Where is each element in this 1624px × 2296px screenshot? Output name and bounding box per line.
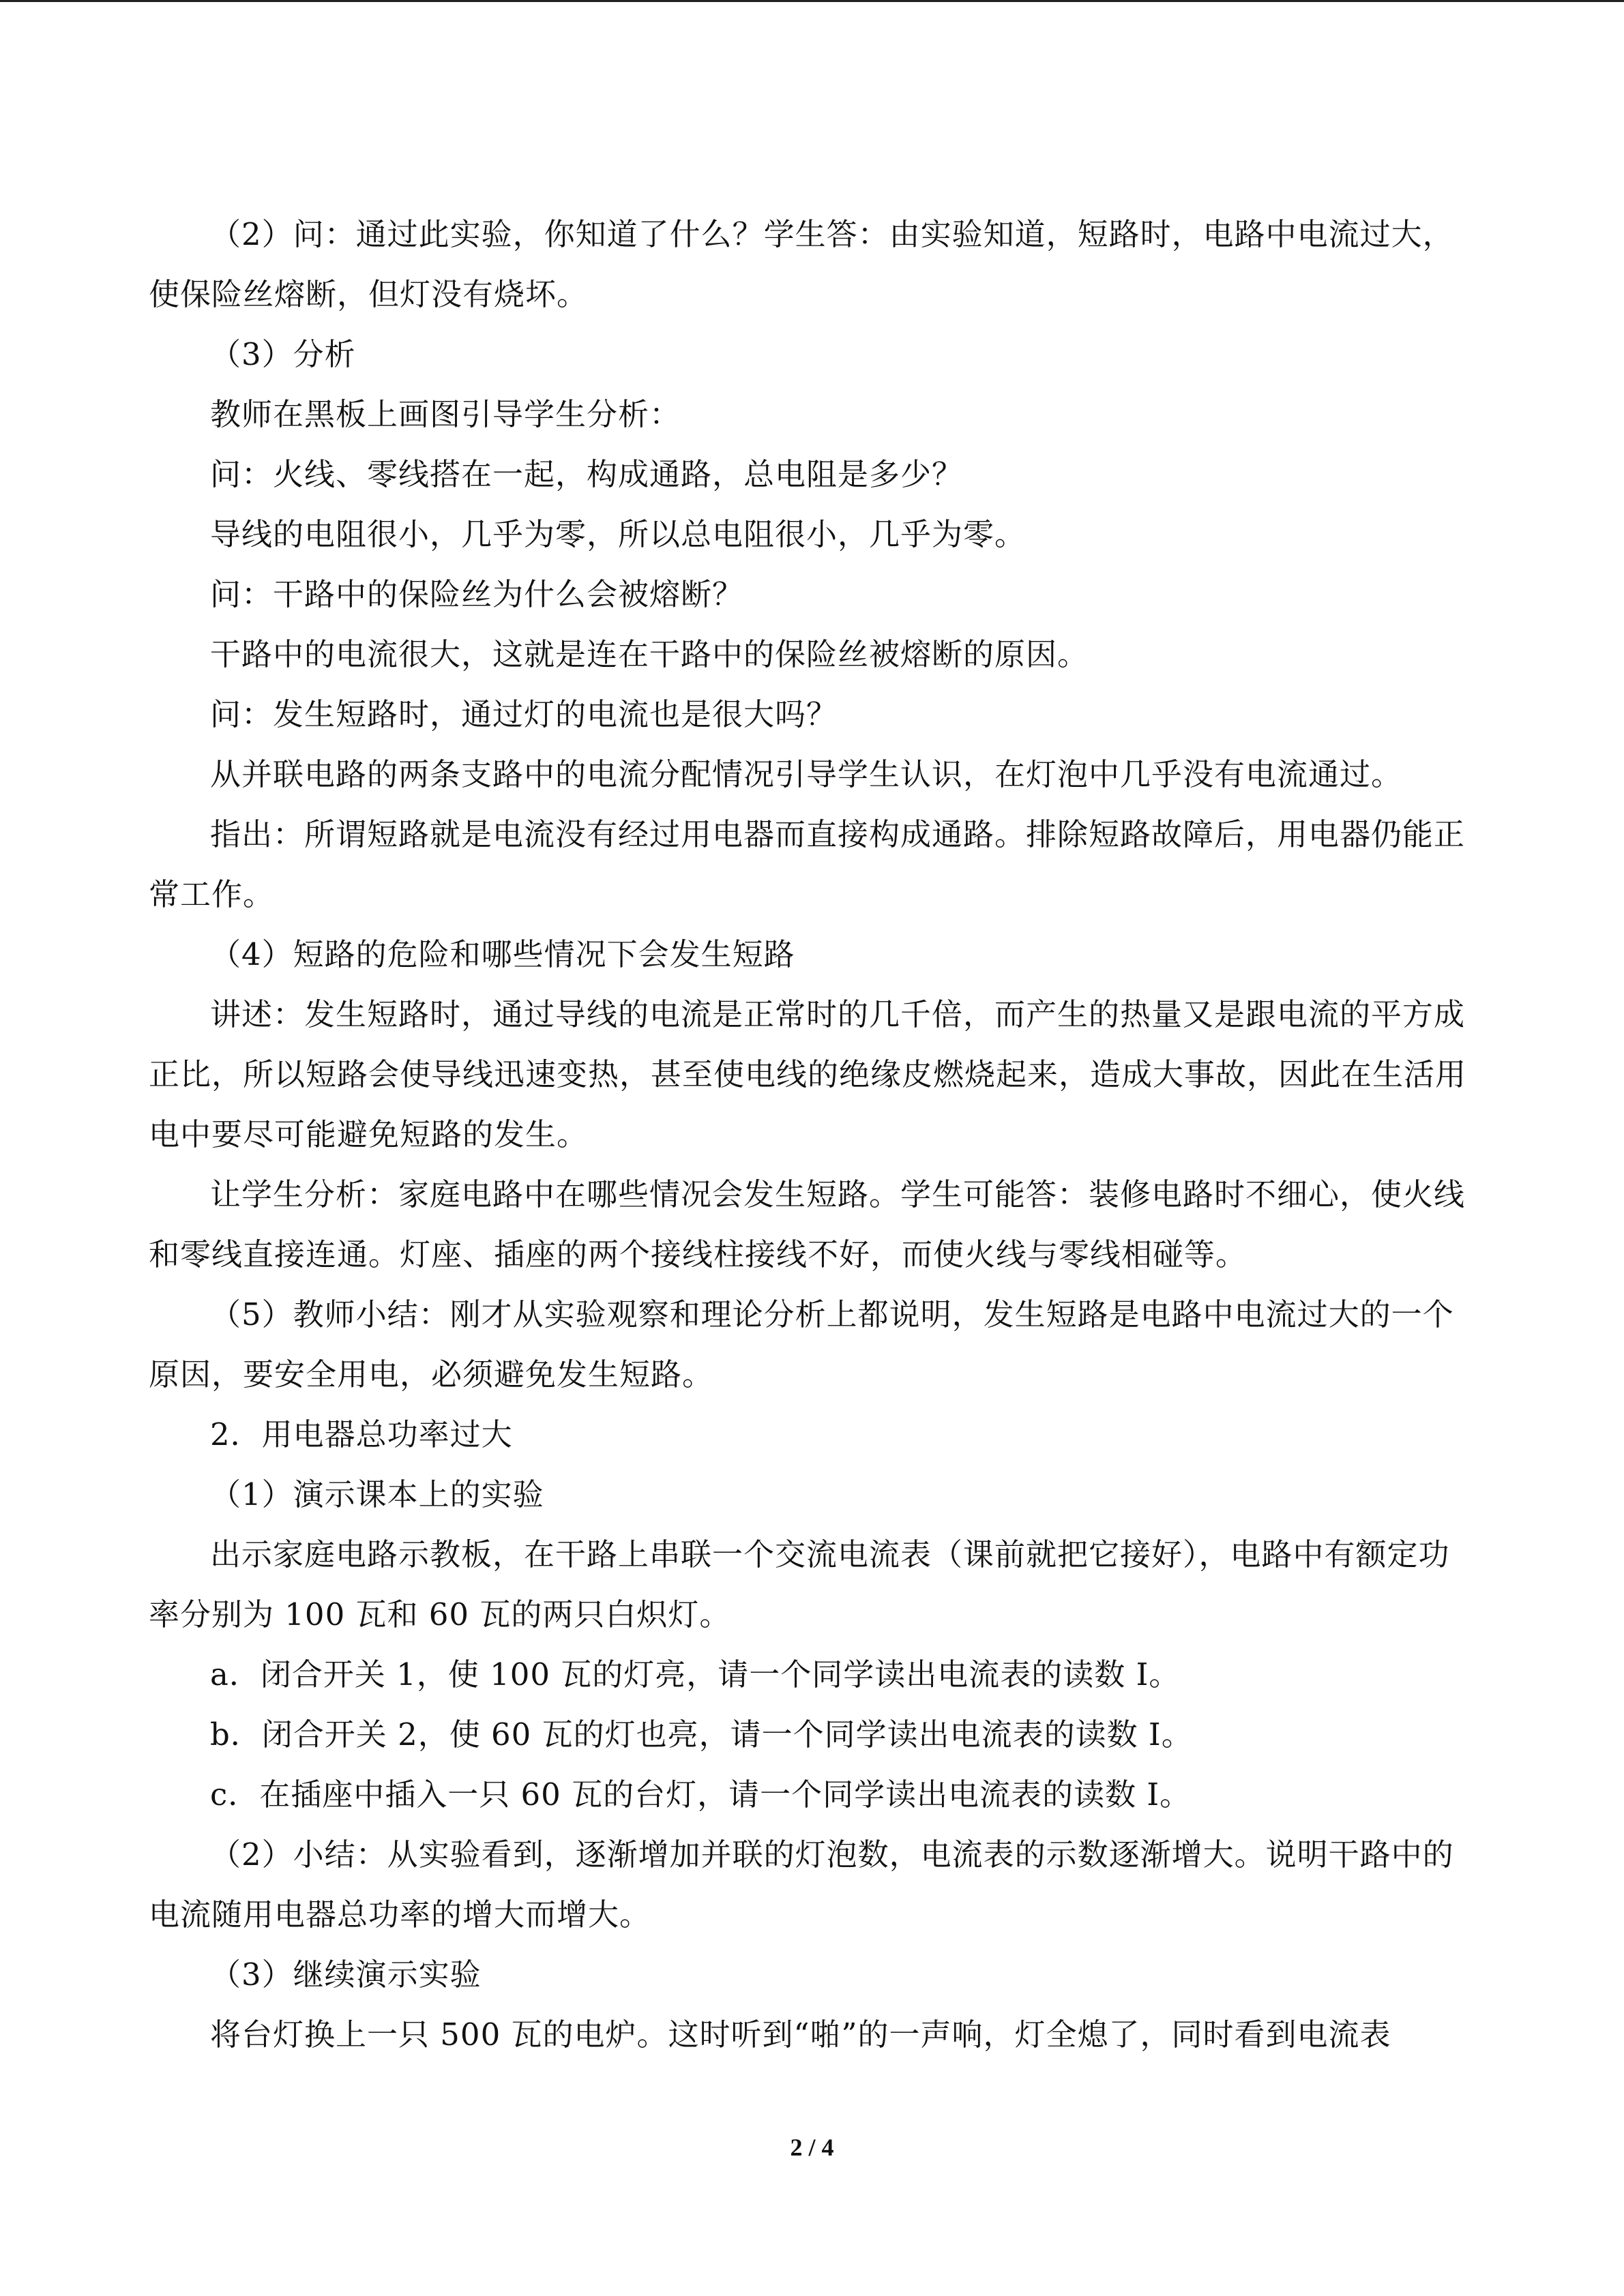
paragraph: （3）继续演示实验: [210, 1956, 482, 1993]
page-number: 2 / 4: [790, 2134, 834, 2161]
paragraph: 教师在黑板上画图引导学生分析：: [210, 396, 681, 432]
document-body: [149, 205, 1475, 2065]
paragraph: （5）教师小结：刚才从实验观察和理论分析上都说明，发生短路是电路中电流过大的一个原因，要安全用电，必须避免发生短路。: [149, 1296, 1454, 1392]
list-item: b．闭合开关 2，使 60 瓦的灯也亮，请一个同学读出电流表的读数 I。: [210, 1716, 1193, 1753]
list-item: a．闭合开关 1，使 100 瓦的灯亮，请一个同学读出电流表的读数 I。: [210, 1656, 1181, 1693]
paragraph: （2）问：通过此实验，你知道了什么？学生答：由实验知道，短路时，电路中电流过大，使保险丝熔断，但灯没有烧坏。: [149, 216, 1454, 312]
paragraph: 讲述：发生短路时，通过导线的电流是正常时的几千倍，而产生的热量又是跟电流的平方成正比，所以短路会使导线迅速变热，甚至使电线的绝缘皮燃烧起来，造成大事故，因此在生活用电中要尽可能避免短路的发生。: [149, 996, 1467, 1152]
paragraph: 问：干路中的保险丝为什么会被熔断？: [210, 576, 744, 612]
top-border-line: [0, 0, 1624, 2]
paragraph: 问：火线、零线搭在一起，构成通路，总电阻是多少？: [210, 456, 964, 492]
paragraph: 问：发生短路时，通过灯的电流也是很大吗？: [210, 696, 838, 732]
paragraph: （2）小结：从实验看到，逐渐增加并联的灯泡数，电流表的示数逐渐增大。说明干路中的电流随用电器总功率的增大而增大。: [149, 1836, 1454, 1933]
paragraph: （1）演示课本上的实验: [210, 1476, 544, 1512]
list-item: c．在插座中插入一只 60 瓦的台灯，请一个同学读出电流表的读数 I。: [210, 1776, 1192, 1813]
paragraph: 指出：所谓短路就是电流没有经过用电器而直接构成通路。排除短路故障后，用电器仍能正常工作。: [149, 816, 1466, 912]
paragraph: 出示家庭电路示教板，在干路上串联一个交流电流表（课前就把它接好），电路中有额定功率分别为 100 瓦和 60 瓦的两只白炽灯。: [149, 1536, 1450, 1632]
paragraph: （4）短路的危险和哪些情况下会发生短路: [210, 936, 795, 972]
paragraph: 让学生分析：家庭电路中在哪些情况会发生短路。学生可能答：装修电路时不细心，使火线和零线直接连通。灯座、插座的两个接线柱接线不好，而使火线与零线相碰等。: [149, 1176, 1466, 1272]
paragraph: （3）分析: [210, 336, 356, 372]
section-heading: 2．用电器总功率过大: [210, 1416, 513, 1452]
paragraph: 将台灯换上一只 500 瓦的电炉。这时听到“啪”的一声响，灯全熄了，同时看到电流表: [210, 2016, 1391, 2053]
paragraph: 干路中的电流很大，这就是连在干路中的保险丝被熔断的原因。: [210, 636, 1089, 672]
paragraph: 导线的电阻很小，几乎为零，所以总电阻很小，几乎为零。: [210, 516, 1027, 552]
paragraph: 从并联电路的两条支路中的电流分配情况引导学生认识，在灯泡中几乎没有电流通过。: [210, 756, 1403, 792]
